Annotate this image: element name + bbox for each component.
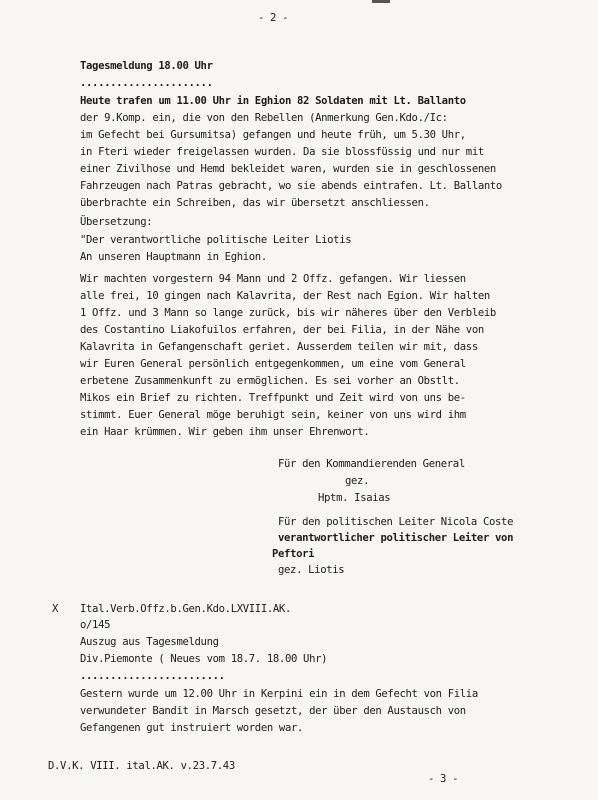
report2-line: Gestern wurde um 12.00 Uhr in Kerpini ein in dem Gefecht von Filia	[80, 688, 478, 700]
letter-line: ein Haar krümmen. Wir geben ihm unser Ehrenwort.	[80, 426, 370, 438]
top-edge-mark	[372, 0, 390, 3]
letter-line: 1 Offz. und 3 Mann so lange zurück, bis wir näheres über den Verbleib	[80, 307, 496, 319]
signature-line: Hptm. Isaias	[318, 492, 391, 504]
dots-separator: ......................	[80, 77, 213, 89]
report-line: in Fteri wieder freigelassen wurden. Da sie blossfüssig und nur mit	[80, 146, 484, 158]
letter-line: Kalavrita in Gefangenschaft geriet. Ausserdem teilen wir mit, dass	[80, 341, 478, 353]
report-line: im Gefecht bei Gursumitsa) gefangen und heute früh, um 5.30 Uhr,	[80, 129, 466, 141]
report2-header: Div.Piemonte ( Neues vom 18.7. 18.00 Uhr)	[80, 653, 328, 665]
letter-line: Wir machten vorgestern 94 Mann und 2 Offz. gefangen. Wir liessen	[80, 273, 466, 285]
report-line: der 9.Komp. ein, die von den Rebellen (Anmerkung Gen.Kdo./Ic:	[80, 112, 448, 124]
signature-line: gez. Liotis	[278, 564, 345, 576]
signature-line: verantwortlicher politischer Leiter von	[278, 532, 514, 544]
footer-reference: D.V.K. VIII. ital.AK. v.23.7.43	[48, 760, 235, 772]
page-number-top: - 2 -	[258, 12, 289, 24]
signature-line: Für den Kommandierenden General	[278, 458, 465, 470]
report-heading: Tagesmeldung 18.00 Uhr	[80, 60, 213, 72]
letter-line: des Costantino Liakofuilos erfahren, der bei Filia, in der Nähe von	[80, 324, 484, 336]
letter-line: "Der verantwortliche politische Leiter Liotis	[80, 234, 352, 246]
report2-header: o/145	[80, 619, 111, 631]
letter-line: stimmt. Euer General möge beruhigt sein, keiner von uns wird ihm	[80, 409, 466, 421]
report-line: einer Zivilhose und Hemd bekleidet waren, wurden sie in geschlossenen	[80, 163, 496, 175]
report2-line: Gefangenen gut instruiert worden war.	[80, 722, 304, 734]
letter-line: erbetene Zusammenkunft zu ermöglichen. Es sei vorher an Obstlt.	[80, 375, 460, 387]
report-line: überbrachte ein Schreiben, das wir übersetzt anschliessen.	[80, 197, 430, 209]
letter-line: Mikos ein Brief zu richten. Treffpunkt und Zeit wird von uns be-	[80, 392, 466, 404]
page-number-bottom: - 3 -	[428, 773, 459, 785]
signature-line: gez.	[345, 475, 370, 487]
report2-header: Auszug aus Tagesmeldung	[80, 636, 219, 648]
report-line: Fahrzeugen nach Patras gebracht, wo sie abends eintrafen. Lt. Ballanto	[80, 180, 502, 192]
dots-separator: ........................	[80, 670, 225, 682]
report-line: Heute trafen um 11.00 Uhr in Eghion 82 Soldaten mit Lt. Ballanto	[80, 95, 466, 107]
translation-heading: Übersetzung:	[80, 216, 153, 228]
letter-line: alle frei, 10 gingen nach Kalavrita, der Rest nach Egion. Wir halten	[80, 290, 490, 302]
report2-line: verwundeter Bandit in Marsch gesetzt, der über den Austausch von	[80, 705, 466, 717]
signature-line: Peftori	[272, 548, 315, 560]
letter-line: An unseren Hauptmann in Eghion.	[80, 251, 267, 263]
letter-line: wir Euren General persönlich entgegenkommen, um eine vom General	[80, 358, 466, 370]
margin-mark: X	[52, 603, 59, 615]
report2-header: Ital.Verb.Offz.b.Gen.Kdo.LXVIII.AK.	[80, 603, 291, 615]
signature-line: Für den politischen Leiter Nicola Coste	[278, 516, 514, 528]
